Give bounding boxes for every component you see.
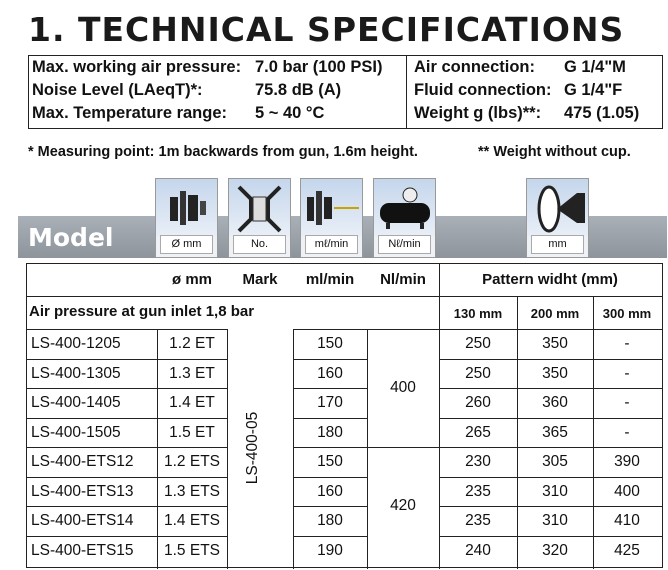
needle-set-icon [228, 178, 291, 258]
measuring-note: * Measuring point: 1m backwards from gun, 1.6m height. [28, 144, 418, 160]
diameter-cell: 1.5 ETS [164, 541, 220, 559]
needle-set-caption: No. [233, 235, 286, 254]
pattern-130-cell: 230 [465, 453, 491, 470]
pattern-300-header: 300 mm [602, 306, 652, 321]
diameter-cell: 1.2 ETS [164, 453, 220, 470]
nozzle-icon [155, 178, 218, 258]
pattern-300-cell: 390 [614, 453, 640, 470]
flow-cell: 150 [317, 453, 343, 470]
table-row [27, 359, 662, 389]
diameter-cell: 1.4 ET [169, 394, 215, 411]
flow-cell: 160 [317, 482, 343, 500]
pattern-130-cell: 250 [465, 364, 491, 382]
model-cell: LS-400-ETS12 [31, 453, 134, 470]
model-cell: LS-400-1205 [31, 335, 121, 352]
fluid-flow-icon [300, 178, 363, 258]
fluid-flow-caption: mℓ/min [305, 235, 358, 254]
pattern-200-cell: 310 [542, 482, 568, 500]
diameter-cell: 1.3 ET [169, 364, 215, 382]
spec-divider [406, 56, 407, 128]
model-cell: LS-400-ETS15 [31, 541, 134, 559]
pattern-130-cell: 260 [465, 394, 491, 411]
spray-pattern-caption: mm [531, 235, 584, 254]
diameter-cell: 1.3 ETS [164, 482, 220, 500]
table-row [27, 447, 662, 477]
compressor-icon [373, 178, 436, 258]
header-flow: ml/min [305, 271, 355, 288]
model-table [26, 263, 663, 568]
pattern-300-cell: 410 [614, 512, 640, 529]
air-connection-value: G 1/4"M [564, 58, 626, 76]
fluid-connection-label: Fluid connection: [414, 81, 552, 99]
flow-cell: 190 [317, 541, 343, 559]
pattern-200-header: 200 mm [530, 306, 580, 321]
pressure-row-label: Air pressure at gun inlet 1,8 bar [29, 303, 255, 320]
pattern-130-cell: 250 [465, 335, 491, 352]
pattern-130-cell: 265 [465, 423, 491, 441]
temperature-label: Max. Temperature range: [32, 104, 228, 122]
header-diameter: ø mm [171, 271, 212, 288]
pattern-130-cell: 235 [465, 482, 491, 500]
table-row [27, 329, 662, 359]
pattern-130-cell: 240 [465, 541, 491, 559]
pattern-300-cell: - [624, 423, 630, 441]
flow-cell: 180 [317, 512, 343, 529]
noise-label: Noise Level (LAeqT)*: [32, 81, 203, 99]
max-pressure-value: 7.0 bar (100 PSI) [255, 58, 383, 76]
weight-note: ** Weight without cup. [478, 144, 631, 160]
pattern-200-cell: 310 [542, 512, 568, 529]
max-pressure-label: Max. working air pressure: [32, 58, 242, 76]
table-row [27, 477, 662, 507]
model-cell: LS-400-1505 [31, 423, 121, 441]
table-row [27, 536, 662, 566]
model-cell: LS-400-ETS13 [31, 482, 134, 500]
air-value-cell: 400 [390, 379, 416, 396]
noise-value: 75.8 dB (A) [255, 81, 342, 99]
pattern-300-cell: 425 [614, 541, 640, 559]
model-label: Model [28, 223, 114, 252]
flow-cell: 150 [317, 335, 343, 352]
weight-label: Weight g (lbs)**: [414, 104, 542, 122]
pattern-200-cell: 305 [542, 453, 568, 470]
pattern-200-cell: 320 [542, 541, 568, 559]
weight-value: 475 (1.05) [564, 104, 640, 122]
flow-cell: 160 [317, 364, 343, 382]
table-row [27, 418, 662, 448]
pattern-200-cell: 350 [542, 335, 568, 352]
diameter-cell: 1.4 ETS [164, 512, 220, 529]
flow-cell: 180 [317, 423, 343, 441]
pattern-200-cell: 360 [542, 394, 568, 411]
flow-cell: 170 [317, 394, 343, 411]
nozzle-caption: Ø mm [160, 235, 213, 254]
pattern-200-cell: 365 [542, 423, 568, 441]
spray-pattern-icon [526, 178, 589, 258]
mark-cell: LS-400-05 [244, 411, 262, 485]
model-cell: LS-400-1405 [31, 394, 121, 411]
table-row [27, 506, 662, 536]
temperature-value: 5 ~ 40 °C [255, 104, 325, 122]
compressor-caption: Nℓ/min [378, 235, 431, 254]
pattern-300-cell: 400 [614, 482, 640, 500]
table-row [27, 388, 662, 418]
fluid-connection-value: G 1/4"F [564, 81, 623, 99]
pattern-130-cell: 235 [465, 512, 491, 529]
pattern-130-header: 130 mm [453, 306, 503, 321]
model-cell: LS-400-ETS14 [31, 512, 134, 529]
air-connection-label: Air connection: [414, 58, 536, 76]
pattern-200-cell: 350 [542, 364, 568, 382]
specifications-box [28, 55, 663, 129]
diameter-cell: 1.5 ET [169, 423, 215, 441]
model-cell: LS-400-1305 [31, 364, 121, 382]
pattern-300-cell: - [624, 335, 630, 352]
pattern-300-cell: - [624, 394, 630, 411]
page-title: 1. TECHNICAL SPECIFICATIONS [28, 10, 625, 49]
header-pattern: Pattern widht (mm) [482, 271, 618, 288]
header-air: Nl/min [380, 271, 426, 288]
pattern-300-cell: - [624, 364, 630, 382]
header-rule [27, 296, 662, 297]
air-value-cell: 420 [390, 497, 416, 514]
diameter-cell: 1.2 ET [169, 335, 215, 352]
header-mark: Mark [242, 271, 278, 288]
